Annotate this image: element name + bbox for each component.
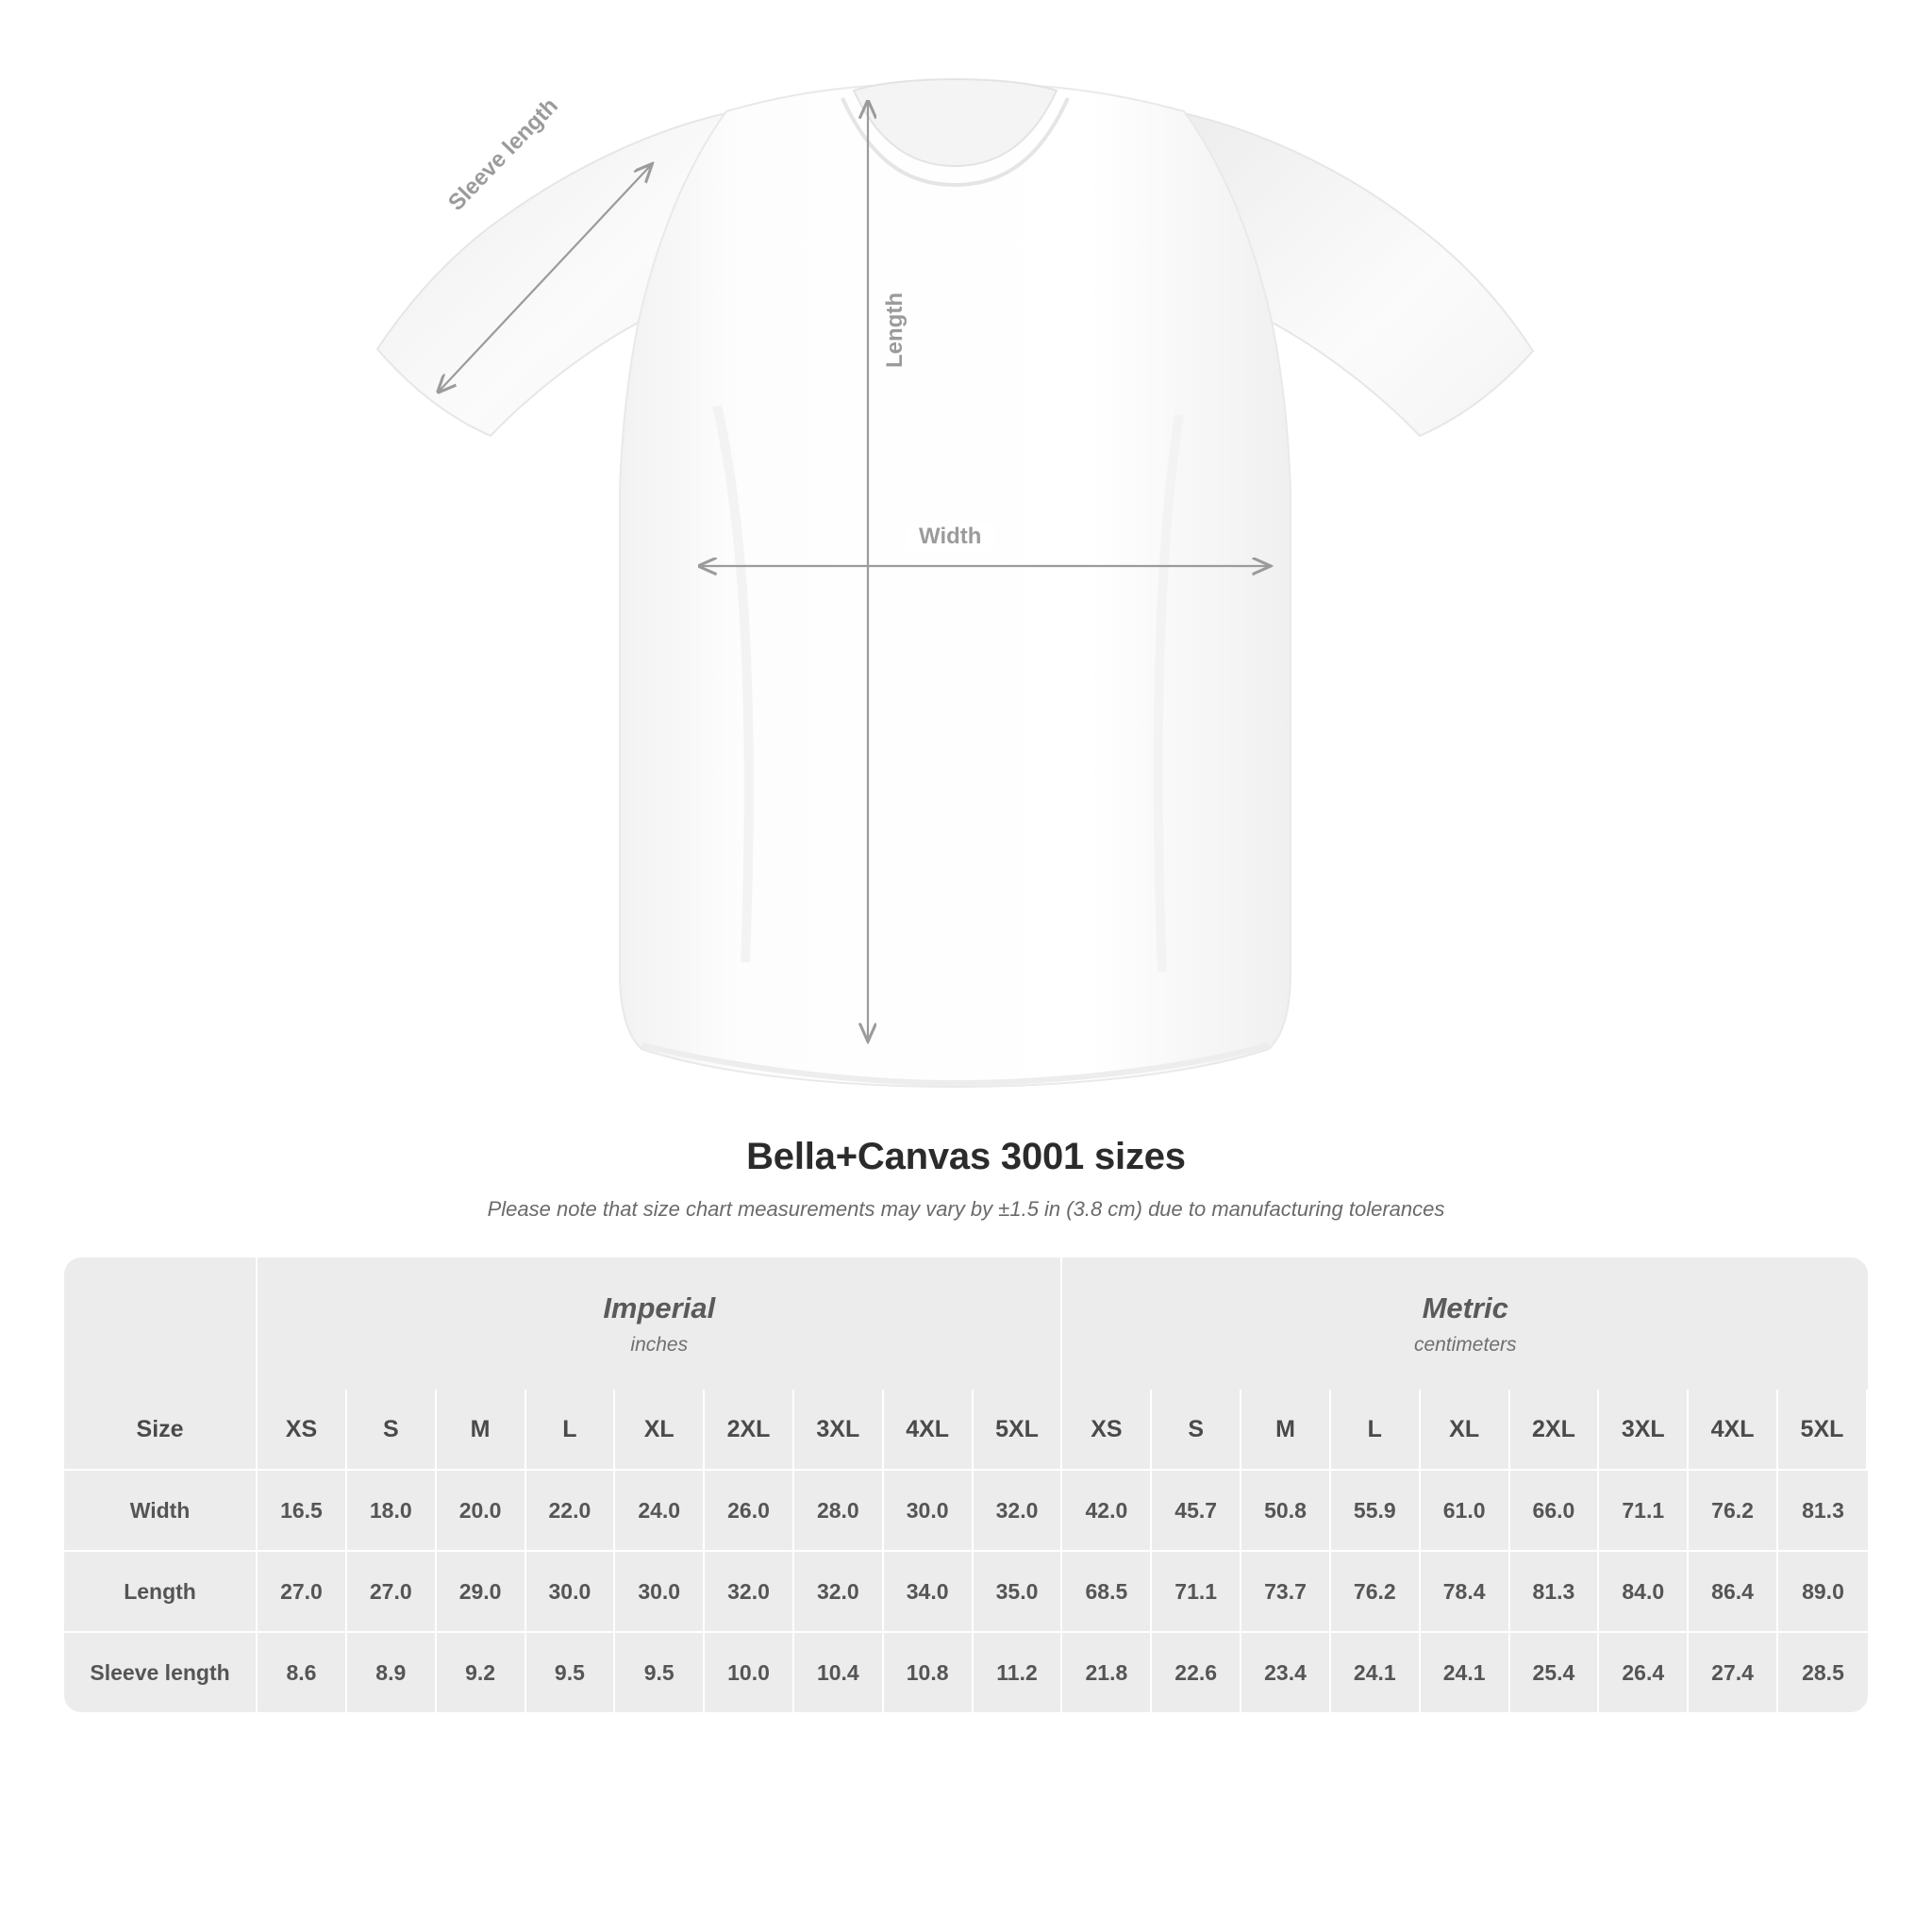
cell-length: 27.0 bbox=[258, 1552, 347, 1633]
cell-width: 26.0 bbox=[705, 1471, 794, 1552]
cell-length: 29.0 bbox=[437, 1552, 526, 1633]
cell-sleeve-length: 8.9 bbox=[347, 1633, 437, 1712]
cell-width: 16.5 bbox=[258, 1471, 347, 1552]
size-col-header: XS bbox=[1062, 1390, 1152, 1471]
cell-width: 66.0 bbox=[1510, 1471, 1600, 1552]
cell-length: 84.0 bbox=[1599, 1552, 1689, 1633]
cell-width: 71.1 bbox=[1599, 1471, 1689, 1552]
cell-sleeve-length: 9.5 bbox=[526, 1633, 616, 1712]
chart-heading bbox=[0, 1136, 1932, 1222]
size-col-header: 4XL bbox=[884, 1390, 974, 1471]
cell-length: 71.1 bbox=[1152, 1552, 1241, 1633]
cell-length: 78.4 bbox=[1421, 1552, 1510, 1633]
cell-width: 76.2 bbox=[1689, 1471, 1778, 1552]
size-col-header: L bbox=[526, 1390, 616, 1471]
cell-width: 24.0 bbox=[615, 1471, 705, 1552]
unit-group-metric bbox=[1062, 1257, 1868, 1390]
size-col-header: 3XL bbox=[794, 1390, 884, 1471]
cell-sleeve-length: 10.8 bbox=[884, 1633, 974, 1712]
tolerance-note: Please note that size chart measurements may vary by ±1.5 in (3.8 cm) due to manufacturing tolerances bbox=[487, 1197, 1445, 1221]
size-col-header: S bbox=[347, 1390, 437, 1471]
unit-group-imperial-sub: inches bbox=[630, 1333, 689, 1356]
cell-sleeve-length: 26.4 bbox=[1599, 1633, 1689, 1712]
cell-sleeve-length: 24.1 bbox=[1331, 1633, 1421, 1712]
page-title: Bella+Canvas 3001 sizes bbox=[746, 1136, 1186, 1177]
cell-width: 42.0 bbox=[1062, 1471, 1152, 1552]
cell-length: 81.3 bbox=[1510, 1552, 1600, 1633]
cell-sleeve-length: 27.4 bbox=[1689, 1633, 1778, 1712]
size-col-header: L bbox=[1331, 1390, 1421, 1471]
cell-sleeve-length: 10.0 bbox=[705, 1633, 794, 1712]
annotation-sleeve-length: Sleeve length bbox=[443, 92, 563, 216]
unit-row-spacer bbox=[64, 1257, 258, 1390]
size-col-header: 2XL bbox=[705, 1390, 794, 1471]
unit-group-metric-sub: centimeters bbox=[1413, 1333, 1517, 1356]
size-col-header: XL bbox=[1421, 1390, 1510, 1471]
cell-length: 27.0 bbox=[347, 1552, 437, 1633]
cell-width: 81.3 bbox=[1778, 1471, 1868, 1552]
row-label-length: Length bbox=[64, 1552, 258, 1633]
cell-width: 61.0 bbox=[1421, 1471, 1510, 1552]
unit-group-imperial-name: Imperial bbox=[603, 1291, 716, 1324]
cell-sleeve-length: 25.4 bbox=[1510, 1633, 1600, 1712]
unit-group-imperial bbox=[258, 1257, 1062, 1390]
size-header-label: Size bbox=[64, 1390, 258, 1471]
table-row bbox=[64, 1633, 1868, 1712]
size-col-header: XL bbox=[615, 1390, 705, 1471]
cell-length: 32.0 bbox=[705, 1552, 794, 1633]
cell-width: 45.7 bbox=[1152, 1471, 1241, 1552]
cell-sleeve-length: 11.2 bbox=[974, 1633, 1063, 1712]
size-col-header: 2XL bbox=[1510, 1390, 1600, 1471]
row-label-sleeve-length: Sleeve length bbox=[64, 1633, 258, 1712]
size-col-header: M bbox=[437, 1390, 526, 1471]
cell-sleeve-length: 9.5 bbox=[615, 1633, 705, 1712]
unit-group-row bbox=[64, 1257, 1868, 1390]
size-table bbox=[64, 1257, 1868, 1712]
size-col-header: 4XL bbox=[1689, 1390, 1778, 1471]
table-row bbox=[64, 1471, 1868, 1552]
row-label-width: Width bbox=[64, 1471, 258, 1552]
cell-sleeve-length: 28.5 bbox=[1778, 1633, 1868, 1712]
cell-sleeve-length: 8.6 bbox=[258, 1633, 347, 1712]
cell-length: 30.0 bbox=[526, 1552, 616, 1633]
size-col-header: 5XL bbox=[1778, 1390, 1868, 1471]
size-header-row bbox=[64, 1390, 1868, 1471]
cell-sleeve-length: 22.6 bbox=[1152, 1633, 1241, 1712]
size-col-header: S bbox=[1152, 1390, 1241, 1471]
cell-length: 76.2 bbox=[1331, 1552, 1421, 1633]
cell-width: 22.0 bbox=[526, 1471, 616, 1552]
cell-length: 86.4 bbox=[1689, 1552, 1778, 1633]
cell-width: 28.0 bbox=[794, 1471, 884, 1552]
cell-length: 34.0 bbox=[884, 1552, 974, 1633]
cell-width: 50.8 bbox=[1241, 1471, 1331, 1552]
cell-sleeve-length: 9.2 bbox=[437, 1633, 526, 1712]
cell-width: 55.9 bbox=[1331, 1471, 1421, 1552]
cell-length: 30.0 bbox=[615, 1552, 705, 1633]
size-table-wrapper bbox=[64, 1257, 1868, 1712]
size-col-header: 5XL bbox=[974, 1390, 1063, 1471]
size-col-header: 3XL bbox=[1599, 1390, 1689, 1471]
cell-length: 68.5 bbox=[1062, 1552, 1152, 1633]
cell-length: 35.0 bbox=[974, 1552, 1063, 1633]
annotation-width: Width bbox=[906, 524, 994, 550]
cell-length: 89.0 bbox=[1778, 1552, 1868, 1633]
table-row bbox=[64, 1552, 1868, 1633]
cell-width: 30.0 bbox=[884, 1471, 974, 1552]
cell-width: 20.0 bbox=[437, 1471, 526, 1552]
cell-sleeve-length: 23.4 bbox=[1241, 1633, 1331, 1712]
cell-length: 73.7 bbox=[1241, 1552, 1331, 1633]
cell-sleeve-length: 10.4 bbox=[794, 1633, 884, 1712]
size-col-header: M bbox=[1241, 1390, 1331, 1471]
cell-length: 32.0 bbox=[794, 1552, 884, 1633]
tshirt-shape bbox=[377, 79, 1533, 1087]
unit-group-metric-name: Metric bbox=[1422, 1291, 1508, 1324]
size-col-header: XS bbox=[258, 1390, 347, 1471]
cell-sleeve-length: 21.8 bbox=[1062, 1633, 1152, 1712]
annotation-length: Length bbox=[882, 292, 908, 368]
cell-width: 18.0 bbox=[347, 1471, 437, 1552]
cell-sleeve-length: 24.1 bbox=[1421, 1633, 1510, 1712]
cell-width: 32.0 bbox=[974, 1471, 1063, 1552]
